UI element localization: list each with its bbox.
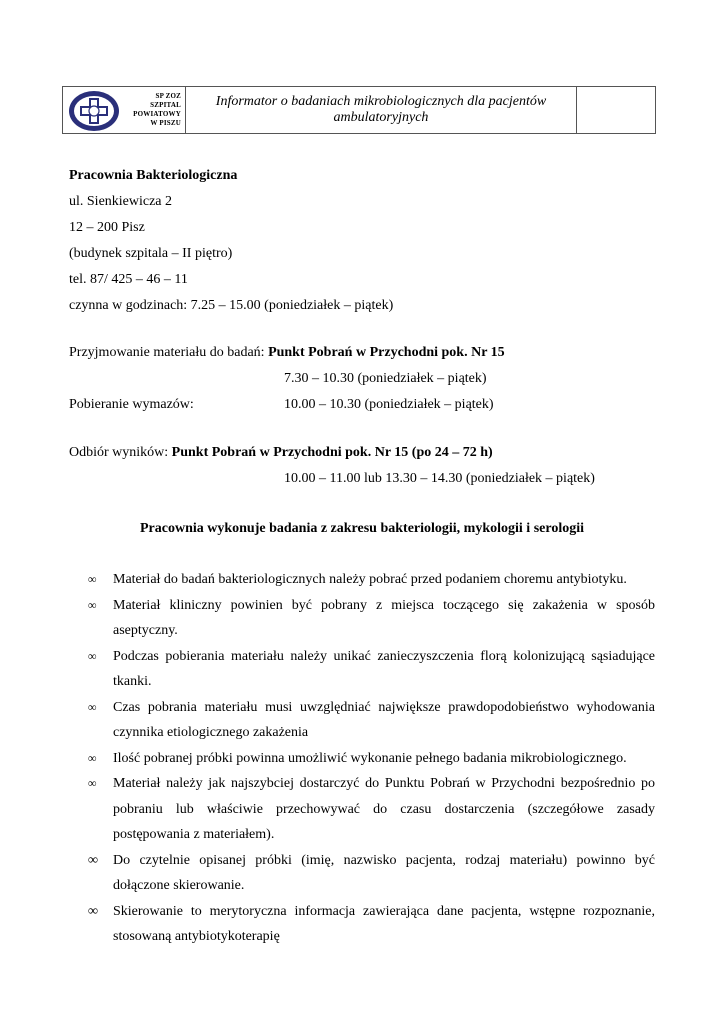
list-item: ∞ Materiał do badań bakteriologicznych należy pobrać przed podaniem choremu antybiotyku. bbox=[88, 567, 655, 593]
infinity-bullet-icon: ∞ bbox=[88, 852, 98, 868]
list-item: ∞ Ilość pobranej próbki powinna umożliwić wykonanie pełnego badania mikrobiologicznego. bbox=[88, 746, 655, 772]
infinity-bullet-icon: ∞ bbox=[88, 597, 97, 612]
results-block bbox=[69, 440, 595, 492]
lab-hours: czynna w godzinach: 7.25 – 15.00 (poniedziałek – piątek) bbox=[69, 298, 394, 313]
document-header bbox=[62, 86, 656, 134]
hospital-logo-icon bbox=[67, 89, 121, 133]
list-item: ∞ Materiał kliniczny powinien być pobrany z miejsca toczącego się zakażenia w sposób aseptyczny. bbox=[88, 593, 655, 644]
list-item: ∞ Czas pobrania materiału musi uwzględniać największe prawdopodobieństwo wyhodowania czynnika etiologicznego zakażenia bbox=[88, 695, 655, 746]
intake-hours: 7.30 – 10.30 (poniedziałek – piątek) bbox=[284, 371, 487, 386]
scope-heading: Pracownia wykonuje badania z zakresu bakteriologii, mykologii i serologii bbox=[139, 521, 584, 536]
hospital-logo-cell bbox=[63, 87, 186, 133]
header-empty-cell bbox=[577, 87, 655, 133]
results-hours: 10.00 – 11.00 lub 13.30 – 14.30 (poniedziałek – piątek) bbox=[284, 471, 595, 486]
lab-street: ul. Sienkiewicza 2 bbox=[69, 194, 173, 209]
infinity-bullet-icon: ∞ bbox=[88, 750, 97, 765]
swab-row bbox=[69, 392, 505, 418]
intake-place: Punkt Pobrań w Przychodni pok. Nr 15 bbox=[268, 345, 505, 360]
guidelines-list bbox=[88, 567, 655, 950]
document-title: Informator o badaniach mikrobiologicznych dla pacjentów ambulatoryjnych bbox=[186, 87, 577, 133]
list-item: ∞ Podczas pobierania materiału należy unikać zanieczyszczenia florą kolonizującą sąsiadujące tkanki. bbox=[88, 644, 655, 695]
list-item: ∞ Materiał należy jak najszybciej dostarczyć do Punktu Pobrań w Przychodni bezpośrednio po pobraniu lub właściwie przechowywać do czasu dostarczenia (szczegółowe zasady postępowania z materiałem). bbox=[88, 771, 655, 848]
swab-hours: 10.00 – 10.30 (poniedziałek – piątek) bbox=[284, 397, 494, 412]
infinity-bullet-icon: ∞ bbox=[88, 572, 97, 586]
infinity-bullet-icon: ∞ bbox=[88, 699, 97, 714]
lab-contact-block bbox=[69, 163, 393, 319]
results-line: Odbiór wyników: Punkt Pobrań w Przychodni pok. Nr 15 (po 24 – 72 h) bbox=[69, 445, 493, 460]
intake-block bbox=[69, 340, 505, 418]
list-item: ∞ Do czytelnie opisanej próbki (imię, nazwisko pacjenta, rodzaj materiału) powinno być dołączone skierowanie. bbox=[88, 848, 655, 899]
hospital-logo-text: SP ZOZ SZPITAL POWIATOWY W PISZU bbox=[133, 92, 181, 127]
infinity-bullet-icon: ∞ bbox=[88, 648, 97, 663]
infinity-bullet-icon: ∞ bbox=[88, 776, 97, 790]
lab-building: (budynek szpitala – II piętro) bbox=[69, 246, 233, 261]
list-item: ∞ Skierowanie to merytoryczna informacja zawierająca dane pacjenta, wstępne rozpoznanie, stosowaną antybiotykoterapię bbox=[88, 899, 655, 950]
intake-line: Przyjmowanie materiału do badań: Punkt Pobrań w Przychodni pok. Nr 15 bbox=[69, 345, 505, 360]
swab-label: Pobieranie wymazów: bbox=[69, 397, 194, 412]
infinity-bullet-icon: ∞ bbox=[88, 903, 98, 919]
results-place: Punkt Pobrań w Przychodni pok. Nr 15 (po 24 – 72 h) bbox=[171, 445, 493, 460]
lab-city: 12 – 200 Pisz bbox=[69, 220, 145, 235]
lab-name: Pracownia Bakteriologiczna bbox=[69, 168, 238, 183]
lab-phone: tel. 87/ 425 – 46 – 11 bbox=[69, 272, 188, 287]
